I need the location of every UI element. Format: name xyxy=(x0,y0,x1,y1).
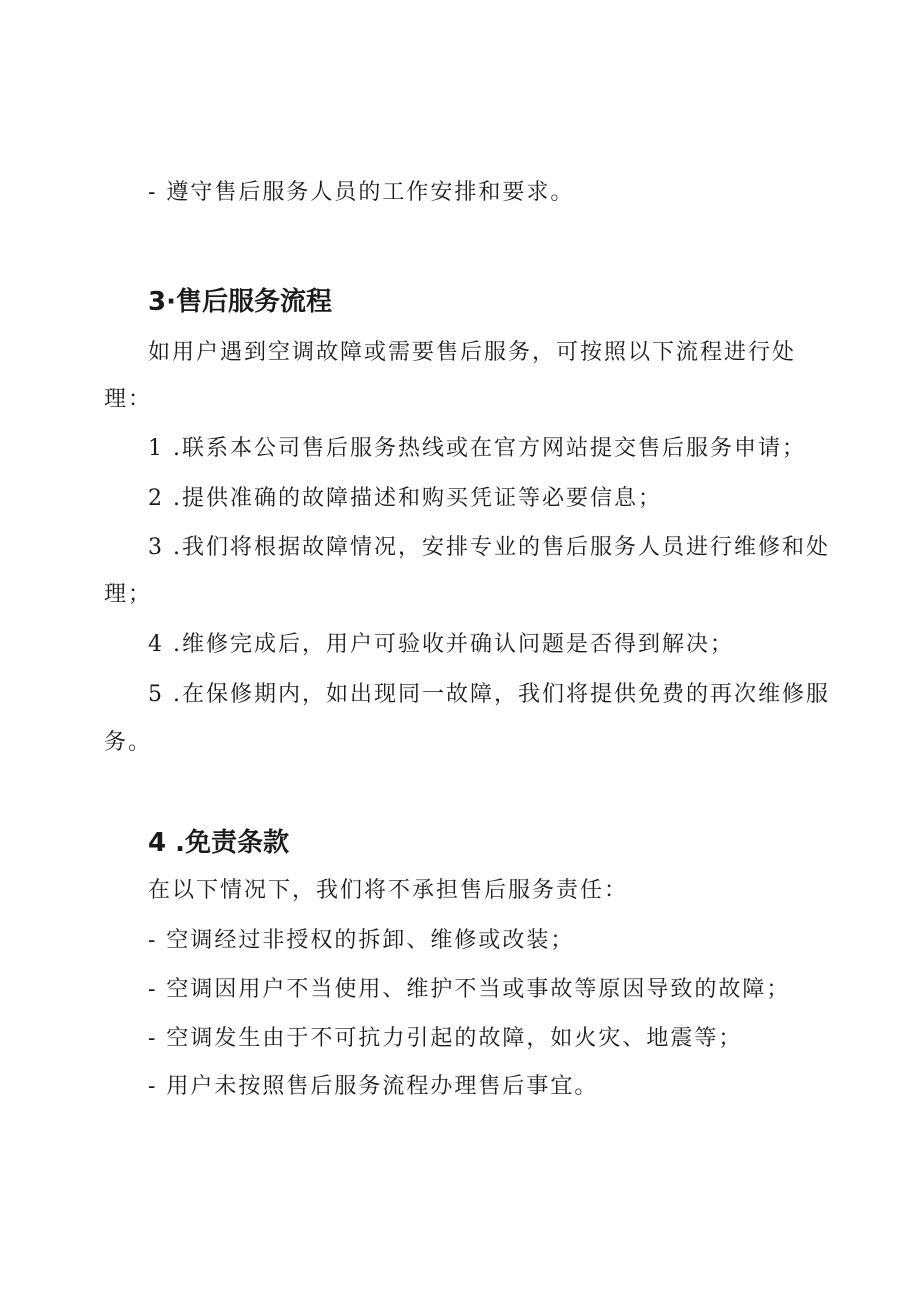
section-3-intro-line2: 理： xyxy=(104,387,153,412)
step-5-line2: 务。 xyxy=(104,730,153,755)
step-1: 1 .联系本公司售后服务热线或在官方网站提交售后服务申请； xyxy=(148,436,806,461)
section-3-intro-line1: 如用户遇到空调故障或需要售后服务，可按照以下流程进行处 xyxy=(148,340,797,365)
exemption-item: - 空调因用户不当使用、维护不当或事故等原因导致的故障； xyxy=(148,977,791,1002)
step-5-line1: 5 .在保修期内，如出现同一故障，我们将提供免费的再次维修服 xyxy=(148,682,830,707)
step-3-line2: 理； xyxy=(104,582,153,607)
section-4-intro: 在以下情况下，我们将不承担售后服务责任： xyxy=(148,878,629,903)
section-3-heading: 3·售后服务流程 xyxy=(148,287,332,317)
exemption-item: - 空调发生由于不可抗力引起的故障，如火灾、地震等； xyxy=(148,1026,743,1051)
bullet-work-arrangement: - 遵守售后服务人员的工作安排和要求。 xyxy=(148,180,575,205)
exemption-item: - 空调经过非授权的拆卸、维修或改装； xyxy=(148,928,575,953)
step-3-line1: 3 .我们将根据故障情况，安排专业的售后服务人员进行维修和处 xyxy=(148,535,830,560)
exemption-item: - 用户未按照售后服务流程办理售后事宜。 xyxy=(148,1074,599,1099)
section-4-heading: 4 .免责条款 xyxy=(148,828,290,858)
step-2: 2 .提供准确的故障描述和购买凭证等必要信息； xyxy=(148,486,662,511)
step-4: 4 .维修完成后，用户可验收并确认问题是否得到解决； xyxy=(148,632,734,657)
